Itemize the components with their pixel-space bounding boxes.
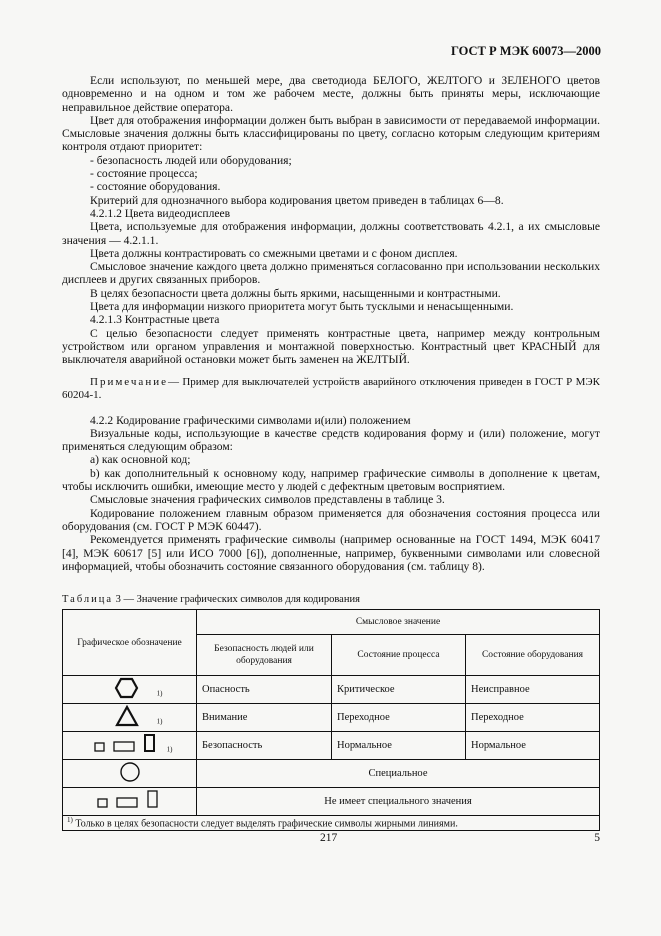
paragraph: В целях безопасности цвета должны быть яркими, насыщенными и контрастными. [90, 286, 501, 300]
cell: Критическое [332, 676, 466, 704]
rectangles-plain-icon [90, 788, 170, 812]
cell: Внимание [197, 704, 332, 732]
cell: Специальное [197, 760, 600, 788]
hexagon-icon [97, 676, 157, 700]
note-text: — Пример для выключателей устройств аварийного отключения приведен в ГОСТ Р МЭК 60204-1. [62, 375, 600, 401]
paragraph: Смысловое значение каждого цвета должно применяться согласованно при использовании нескольких дисплеев и других связанных приборов. [62, 260, 600, 287]
cell: Неисправное [466, 676, 600, 704]
section-heading: 4.2.2 Кодирование графическими символами и(или) положением [90, 413, 411, 427]
header-meaning: Смысловое значение [197, 610, 600, 635]
cell: Переходное [332, 704, 466, 732]
rectangles-icon [87, 732, 167, 756]
list-item: - безопасность людей или оборудования; [90, 153, 292, 167]
footnote-mark: 1) [67, 816, 73, 825]
section-heading: 4.2.1.2 Цвета видеодисплеев [90, 206, 231, 220]
table-row [63, 676, 600, 704]
cell: Нормальное [332, 732, 466, 760]
table-caption-text: 3 — Значение графических символов для кодирования [115, 594, 360, 605]
body-text [62, 74, 600, 573]
table-caption [62, 594, 360, 605]
symbol-cell [63, 676, 197, 704]
header-safety: Безопасность людей или оборудования [197, 635, 332, 676]
symbol-meaning-table [62, 609, 600, 831]
footnote-mark: 1) [156, 717, 163, 726]
symbol-cell [63, 788, 197, 816]
cell: Нормальное [466, 732, 600, 760]
triangle-icon [97, 704, 157, 728]
paragraph: Цвета должны контрастировать со смежными цветами и с фоном дисплея. [90, 246, 458, 260]
footnote-mark: 1) [156, 689, 163, 698]
table-footnote [63, 816, 600, 831]
paragraph: Цвета, используемые для отображения информации, должны соответствовать 4.2.1, а их смысловые значения — 4.2.1.1. [62, 220, 600, 247]
paragraph: С целью безопасности следует применять контрастные цвета, например между контрольным устройством или органом управления и монтажной поверхностью. Контрастный цвет КРАСНЫЙ для выключателя аварийной остановки может быть заменен на ЖЕЛТЫЙ. [62, 326, 600, 367]
cell: Не имеет специального значения [197, 788, 600, 816]
cell: Опасность [197, 676, 332, 704]
table-row [63, 704, 600, 732]
list-item: - состояние процесса; [90, 167, 198, 181]
paragraph: Цвет для отображения информации должен быть выбран в зависимости от передаваемой информации. Смысловые значения должны быть классифицированы по цвету, согласно которым следующим критериям контроля отдают приоритет: [62, 113, 600, 154]
footnote-text: Только в целях безопасности следует выделять графические символы жирными линиями. [75, 818, 458, 830]
header-process: Состояние процесса [332, 635, 466, 676]
note [62, 376, 600, 402]
list-item: - состояние оборудования. [90, 180, 221, 194]
paragraph: Визуальные коды, использующие в качестве средств кодирования форму и (или) положение, могут применяться следующим образом: [62, 426, 600, 454]
paragraph: Смысловые значения графических символов представлены в таблице 3. [90, 493, 445, 507]
list-item: а) как основной код; [90, 453, 191, 467]
corner-page-number: 5 [594, 832, 600, 844]
table-row [63, 732, 600, 760]
footnote-mark: 1) [166, 745, 173, 754]
note-label: Примечание [90, 375, 168, 388]
page-number: 217 [320, 832, 338, 844]
table-caption-label: Таблица [62, 594, 114, 605]
paragraph: Кодирование положением главным образом применяется для обозначения состояния процесса или оборудования (см. ГОСТ Р МЭК 60447). [62, 506, 600, 533]
cell: Переходное [466, 704, 600, 732]
symbol-cell [63, 732, 197, 760]
paragraph: Цвета для информации низкого приоритета могут быть тусклыми и ненасыщенными. [90, 300, 514, 314]
section-heading: 4.2.1.3 Контрастные цвета [90, 313, 220, 327]
table-row [63, 788, 600, 816]
header-symbol: Графическое обозначение [63, 610, 197, 676]
circle-icon [100, 760, 160, 784]
cell: Безопасность [197, 732, 332, 760]
list-item: b) как дополнительный к основному коду, например графические символы в дополнение к цветам, чтобы исключить ошибки, имеющие место у людей с дефектным цветовым восприятием. [62, 466, 600, 494]
paragraph: Критерий для однозначного выбора кодирования цветом приведен в таблицах 6—8. [90, 193, 504, 207]
symbol-cell [63, 704, 197, 732]
document-id: ГОСТ Р МЭК 60073—2000 [451, 44, 601, 58]
symbol-cell [63, 760, 197, 788]
paragraph: Если используют, по меньшей мере, два светодиода БЕЛОГО, ЖЕЛТОГО и ЗЕЛЕНОГО цветов одновременно и на одном и том же рабочем месте, должны быть приняты меры, исключающие неправильное действие оператора. [62, 74, 600, 114]
header-equipment: Состояние оборудования [466, 635, 600, 676]
paragraph: Рекомендуется применять графические символы (например основанные на ГОСТ 1494, МЭК 60417 [4], МЭК 60617 [5] или ИСО 7000 [6]), дополненные, например, буквенными символами или словесной информацией, чтобы обозначить состояние связанного оборудования (см. таблицу 8). [62, 533, 600, 573]
table-row [63, 760, 600, 788]
